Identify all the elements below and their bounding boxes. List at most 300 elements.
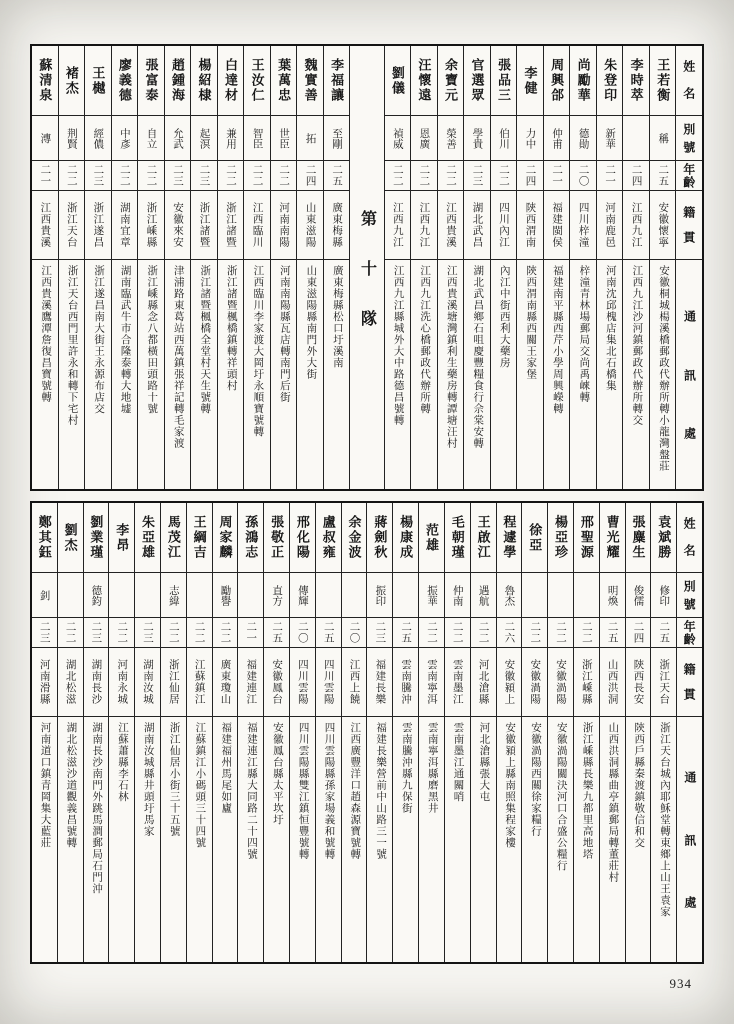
entry-name: 劉杰 [58,503,83,573]
entry-contact-address: 四川雲陽縣孫家場義和號轉 [323,722,335,860]
entry-age: 二二 [187,618,212,648]
entry-alias: 智臣 [244,116,270,161]
entry-age: 二一 [32,161,58,191]
entry-native-place: 江西貴溪 [32,191,58,260]
entry-name: 曹光耀 [600,503,625,573]
entry-column [625,503,651,962]
entry-alias [316,573,341,618]
entry-name: 楊亞珍 [548,503,573,573]
entry-contact-address: 湖南長沙南門外跳馬澗郵局石門沖 [91,722,103,895]
entry-age: 二三 [32,618,57,648]
entry-native-place: 浙江嵊縣 [138,191,164,260]
entry-age: 二五 [600,618,625,648]
entry-contact-address: 安徽鳳台縣太平坎圩 [271,722,283,826]
entry-contact-address: 四川雲陽縣雙江鎮恒豐號轉 [297,722,309,860]
entry-column [270,46,297,489]
entry-column [32,503,57,962]
entry-name: 周家麟 [213,503,238,573]
entry-alias [58,573,83,618]
entry-native-place: 安徽鳳台 [264,648,289,717]
entry-age: 二三 [84,618,109,648]
entry-alias: 至剛 [324,116,350,161]
entry-contact-address: 安徽渦陽關決河口合盛公糧行 [555,722,567,872]
entry-alias: 修印 [651,573,676,618]
entry-native-place: 廣東梅縣 [324,191,350,260]
entry-alias: 中彥 [112,116,138,161]
entry-contact-address: 浙江諸暨楓橋全堂村天生號轉 [199,265,211,415]
entry-native-place: 四川雲陽 [290,648,315,717]
entry-name: 孫鴻志 [238,503,263,573]
entry-age: 二五 [324,161,350,191]
entry-age: 二三 [464,161,490,191]
entry-alias [623,116,649,161]
entry-contact-address: 江西九江洗心橋郵政代辦所轉 [419,265,431,415]
squad-divider [349,46,383,489]
entry-alias: 釗 [32,573,57,618]
entry-name: 范雄 [419,503,444,573]
entry-age: 二一 [544,161,570,191]
entry-age: 二五 [651,618,676,648]
entry-age: 二三 [135,618,160,648]
entry-contact-address: 雲南寧洱縣磨黑井 [426,722,438,814]
entry-column [164,46,191,489]
header-age-label: 年 齡 [677,618,702,648]
entry-age: 二二 [385,161,411,191]
entry-contact-address: 福建南平縣西芹小學周興嶸轉 [551,265,563,415]
entry-native-place: 江蘇鎮江 [187,648,212,717]
entry-alias [342,573,367,618]
entry-name: 王啟江 [471,503,496,573]
entry-age: 二二 [419,618,444,648]
entry-contact-address: 河北滄縣張大屯 [478,722,490,803]
entry-alias: 振印 [367,573,392,618]
entry-contact-address: 江蘇蕭縣李石林 [116,722,128,803]
entry-name: 張富泰 [138,46,164,116]
entry-native-place: 湖北松滋 [58,648,83,717]
entry-name: 楊紹棣 [191,46,217,116]
entry-name: 張敬正 [264,503,289,573]
entry-native-place: 安徽潁上 [497,648,522,717]
squad-divider-label: 第 十 隊 [358,209,376,326]
entry-age: 二四 [623,161,649,191]
entry-column [32,46,58,489]
entry-contact-address: 浙江嵊縣長樂九都里高地塔 [581,722,593,860]
entry-name: 楊康成 [393,503,418,573]
entry-native-place: 安徽渦陽 [548,648,573,717]
entry-column [569,46,596,489]
entry-native-place: 四川內江 [491,191,517,260]
page-number: 934 [669,976,692,991]
entry-column [186,503,212,962]
entry-column [108,503,134,962]
entry-native-place: 湖南長沙 [84,648,109,717]
entry-contact-address: 浙江遂昌南大街王永源布店交 [93,265,105,415]
entry-age: 二二 [574,618,599,648]
entry-native-place: 江西九江 [385,191,411,260]
entry-column [111,46,138,489]
entry-alias [135,573,160,618]
entry-name: 蔣劍秋 [367,503,392,573]
entry-age: 二五 [264,618,289,648]
entry-name: 朱登印 [597,46,623,116]
entry-age: 二二 [522,618,547,648]
entry-alias: 兼用 [218,116,244,161]
entry-name: 李福讓 [324,46,350,116]
entry-name: 汪懷遠 [411,46,437,116]
entry-column [212,503,238,962]
entry-contact-address: 福建福州馬尾如廬 [220,722,232,814]
entry-alias: 德鈞 [84,573,109,618]
entry-contact-address: 津浦路東葛站西萬鎮張祥記轉毛家渡 [172,265,184,449]
entry-alias: 明煥 [600,573,625,618]
entry-native-place: 安徽懷寧 [650,191,676,260]
entry-name: 邢聖源 [574,503,599,573]
entry-native-place: 山西洪洞 [600,648,625,717]
entry-alias: 禎威 [385,116,411,161]
entry-age: 二二 [271,161,297,191]
entry-column [418,503,444,962]
entry-name: 邢化陽 [290,503,315,573]
entry-name: 馬茂江 [161,503,186,573]
entry-age: 二〇 [290,618,315,648]
entry-native-place: 河南南陽 [271,191,297,260]
entry-name: 尚勵華 [570,46,596,116]
entry-alias: 荆賢 [59,116,85,161]
entry-column [470,503,496,962]
entry-age: 二五 [316,618,341,648]
entry-alias: 志緯 [161,573,186,618]
entry-column [496,503,522,962]
entry-name: 王若衡 [650,46,676,116]
entry-age: 二二 [491,161,517,191]
entry-age: 二二 [59,161,85,191]
entry-native-place: 雲南寧洱 [419,648,444,717]
entry-native-place: 雲南騰沖 [393,648,418,717]
entry-column [315,503,341,962]
entry-name: 周興郃 [544,46,570,116]
entry-column [599,503,625,962]
entry-name: 盧叔雍 [316,503,341,573]
entry-name: 李健 [517,46,543,116]
entry-age: 二五 [393,618,418,648]
entry-column [289,503,315,962]
entry-age: 二二 [471,618,496,648]
entry-native-place: 廣東瓊山 [213,648,238,717]
entry-alias [109,573,134,618]
entry-alias: 振華 [419,573,444,618]
entry-contact-address: 福建長樂營前中山路三一號 [375,722,387,860]
entry-contact-address: 安徽潁上縣南照集程家樓 [504,722,516,849]
entry-age: 二二 [244,161,270,191]
entry-alias: 遇航 [471,573,496,618]
entry-name: 白達材 [218,46,244,116]
entry-column [384,46,411,489]
entry-alias: 學貴 [464,116,490,161]
entry-column [57,503,83,962]
entry-age: 二三 [165,161,191,191]
entry-alias: 勵譽 [213,573,238,618]
entry-native-place: 安徽來安 [165,191,191,260]
entry-native-place: 浙江嵊縣 [574,648,599,717]
entry-name: 官選眾 [464,46,490,116]
entry-age: 二二 [112,161,138,191]
header-alias-label: 別 號 [677,573,702,618]
entry-column [323,46,350,489]
entry-name: 褚杰 [59,46,85,116]
entry-alias: 伯川 [491,116,517,161]
entry-contact-address: 江西臨川李家渡大岡圩永順寶號轉 [252,265,264,438]
entry-alias: 俊儒 [626,573,651,618]
entry-age: 二二 [445,618,470,648]
entry-name: 徐亞 [522,503,547,573]
entry-name: 毛朝瑾 [445,503,470,573]
header-native-place-label: 籍 貫 [677,648,702,717]
entry-native-place: 江西九江 [623,191,649,260]
roster-table-top [30,44,704,491]
entry-age: 二五 [650,161,676,191]
entry-age: 二二 [58,618,83,648]
entry-native-place: 陝西長安 [626,648,651,717]
entry-column [160,503,186,962]
entry-contact-address: 安徽渦陽西關徐家糧行 [529,722,541,837]
entry-age: 二三 [367,618,392,648]
entry-alias [238,573,263,618]
entry-age: 二二 [411,161,437,191]
header-contact-label: 通 訊 處 [682,310,697,440]
entry-column [137,46,164,489]
entry-age: 二二 [548,618,573,648]
entry-contact-address: 江西廣豐洋口趙森源寶號轉 [349,722,361,860]
entry-contact-address: 湖北松滋沙道觀義昌號轉 [65,722,77,849]
entry-native-place: 湖南汝城 [135,648,160,717]
entry-contact-address: 山東滋陽縣南門外大街 [305,265,317,380]
roster-table-bottom [30,501,704,964]
header-alias-label: 別 號 [676,116,702,161]
entry-age: 二四 [517,161,543,191]
entry-alias: 稱 [650,116,676,161]
entry-native-place: 浙江諸暨 [218,191,244,260]
entry-age: 二六 [497,618,522,648]
entry-age: 二二 [138,161,164,191]
entry-age: 二四 [297,161,323,191]
entry-native-place: 四川梓潼 [570,191,596,260]
entry-name: 劉儀 [385,46,411,116]
entry-alias: 德勛 [570,116,596,161]
entry-column [243,46,270,489]
entry-native-place: 河南滑縣 [32,648,57,717]
entry-native-place: 浙江天台 [59,191,85,260]
entry-native-place: 浙江遂昌 [85,191,111,260]
entry-native-place: 湖北武昌 [464,191,490,260]
entry-age: 二二 [109,618,134,648]
entry-contact-address: 浙江嵊縣念八都橫田頭路十號 [146,265,158,415]
entry-native-place: 江西九江 [411,191,437,260]
entry-column [190,46,217,489]
entry-age: 二三 [191,161,217,191]
entry-name: 趙鍾海 [165,46,191,116]
entry-native-place: 湖南宜章 [112,191,138,260]
entry-contact-address: 福建連江縣大同路二十四號 [246,722,258,860]
entry-column [650,503,676,962]
entry-column [296,46,323,489]
header-name-label: 姓 名 [677,503,702,573]
entry-column [410,46,437,489]
entry-alias: 仲南 [445,573,470,618]
header-name-label: 姓 名 [676,46,702,116]
entry-name: 余金波 [342,503,367,573]
entry-contact-address: 浙江諸暨楓橋鎮轉祥頭村 [225,265,237,392]
entry-name: 魏實善 [297,46,323,116]
entry-name: 余寶元 [438,46,464,116]
entry-contact-address: 梓潼青林場郵局交尚禹崍轉 [578,265,590,403]
entry-contact-address: 湖南臨武牛市合隆泰轉大地墟 [119,265,131,415]
entry-native-place: 浙江天台 [651,648,676,717]
entry-alias [187,573,212,618]
entry-contact-address: 江蘇鎮江小碼頭三十四號 [194,722,206,849]
entry-column [83,503,109,962]
entry-column [392,503,418,962]
entry-contact-address: 江西九江沙河鎮郵政代辦所轉交 [631,265,643,426]
entry-column [543,46,570,489]
entry-contact-address: 江西九江縣城外大中路德昌號轉 [392,265,404,426]
entry-contact-address: 安徽桐城楊溪橋郵政代辦所轉小龍灣盤莊 [657,265,669,472]
entry-alias [522,573,547,618]
entry-native-place: 福建連江 [238,648,263,717]
entry-contact-address: 江西貴溪塘灣鎮利生藥房轉譚塘汪村 [445,265,457,449]
header-contact-label: 通 訊 處 [682,771,697,909]
header-age-label: 年 齡 [676,161,702,191]
header-native-place-label: 籍 貫 [676,191,702,260]
entry-age: 二〇 [342,618,367,648]
entry-name: 王綱吉 [187,503,212,573]
entry-name: 廖義德 [112,46,138,116]
entry-column [516,46,543,489]
entry-column [649,46,676,489]
entry-age: 二二 [161,618,186,648]
entry-native-place: 江西臨川 [244,191,270,260]
entry-native-place: 浙江仙居 [161,648,186,717]
entry-name: 王汝仁 [244,46,270,116]
entry-native-place: 江西貴溪 [438,191,464,260]
entry-alias: 自立 [138,116,164,161]
entry-alias: 漙 [32,116,58,161]
entry-age: 二三 [85,161,111,191]
entry-alias: 經儂 [85,116,111,161]
entry-native-place: 江西上饒 [342,648,367,717]
header-column [675,46,702,489]
entry-contact-address: 浙江天台城內耶穌堂轉東鄉上山王袁家 [659,722,671,918]
entry-name: 朱亞雄 [135,503,160,573]
entry-contact-address: 雲南墨江通關哨 [452,722,464,803]
entry-age: 二一 [238,618,263,648]
entry-alias: 榮善 [438,116,464,161]
entry-native-place: 雲南墨江 [445,648,470,717]
entry-name: 張麋生 [626,503,651,573]
entry-alias [574,573,599,618]
entry-alias: 傳輝 [290,573,315,618]
entry-column [84,46,111,489]
entry-column [622,46,649,489]
entry-native-place: 福建閩侯 [544,191,570,260]
entry-column [444,503,470,962]
entry-contact-address: 河南南陽縣瓦店轉南門后街 [278,265,290,403]
entry-age: 二二 [213,618,238,648]
entry-column [573,503,599,962]
entry-native-place: 陝西渭南 [517,191,543,260]
entry-column [366,503,392,962]
entry-name: 袁斌勝 [651,503,676,573]
entry-age: 二二 [438,161,464,191]
entry-contact-address: 河南道口鎮青岡集大藍莊 [39,722,51,849]
entry-column [521,503,547,962]
entry-contact-address: 山西洪洞縣曲亭鎮郵局轉董莊村 [607,722,619,883]
entry-column [596,46,623,489]
entry-contact-address: 浙江仙居小街三十五號 [168,722,180,837]
entry-contact-address: 河南沈邱槐店集北石橋集 [604,265,616,392]
entry-alias [393,573,418,618]
entry-column [547,503,573,962]
entry-contact-address: 廣東梅縣松口圩溪南 [331,265,343,369]
entry-age: 二一 [597,161,623,191]
entry-name: 蘇清泉 [32,46,58,116]
entry-native-place: 山東滋陽 [297,191,323,260]
entry-alias: 仲甫 [544,116,570,161]
entry-alias: 拓 [297,116,323,161]
entry-native-place: 河南鹿邑 [597,191,623,260]
entry-native-place: 浙江諸暨 [191,191,217,260]
entry-contact-address: 陝西渭南縣西關王家堡 [525,265,537,380]
entry-contact-address: 浙江天台西門里許永和轉下宅村 [66,265,78,426]
entry-age: 二二 [218,161,244,191]
entry-alias: 起溟 [191,116,217,161]
entry-column [463,46,490,489]
entry-alias: 世臣 [271,116,297,161]
entry-name: 王樾 [85,46,111,116]
entry-contact-address: 江西貴溪鷹潭詹復昌寶號轉 [40,265,52,403]
entry-alias: 恩廣 [411,116,437,161]
entry-contact-address: 陝西戶縣秦渡鎮敬信和交 [633,722,645,849]
entry-name: 程遽學 [497,503,522,573]
entry-alias [548,573,573,618]
entry-contact-address: 內江中街西利大藥房 [498,265,510,369]
entry-age: 二〇 [570,161,596,191]
entry-name: 張品三 [491,46,517,116]
entry-alias: 新華 [597,116,623,161]
entry-name: 鄭其鈺 [32,503,57,573]
entry-alias: 直方 [264,573,289,618]
entry-contact-address: 湖北武昌鄉石咀慶豐糧食行佘棠安轉 [472,265,484,449]
entry-age: 二四 [626,618,651,648]
header-column [676,503,702,962]
entry-column [437,46,464,489]
entry-native-place: 福建長樂 [367,648,392,717]
entry-name: 葉萬忠 [271,46,297,116]
entry-native-place: 河北滄縣 [471,648,496,717]
entry-column [490,46,517,489]
entry-column [58,46,85,489]
entry-name: 李昂 [109,503,134,573]
entry-contact-address: 湖南汝城縣井頭圩馬家 [142,722,154,837]
entry-native-place: 河南永城 [109,648,134,717]
entry-name: 李時萃 [623,46,649,116]
entry-contact-address: 雲南騰沖縣九保街 [400,722,412,814]
entry-column [217,46,244,489]
entry-column [263,503,289,962]
entry-native-place: 四川雲陽 [316,648,341,717]
entry-column [134,503,160,962]
entry-alias: 允武 [165,116,191,161]
entry-column [237,503,263,962]
